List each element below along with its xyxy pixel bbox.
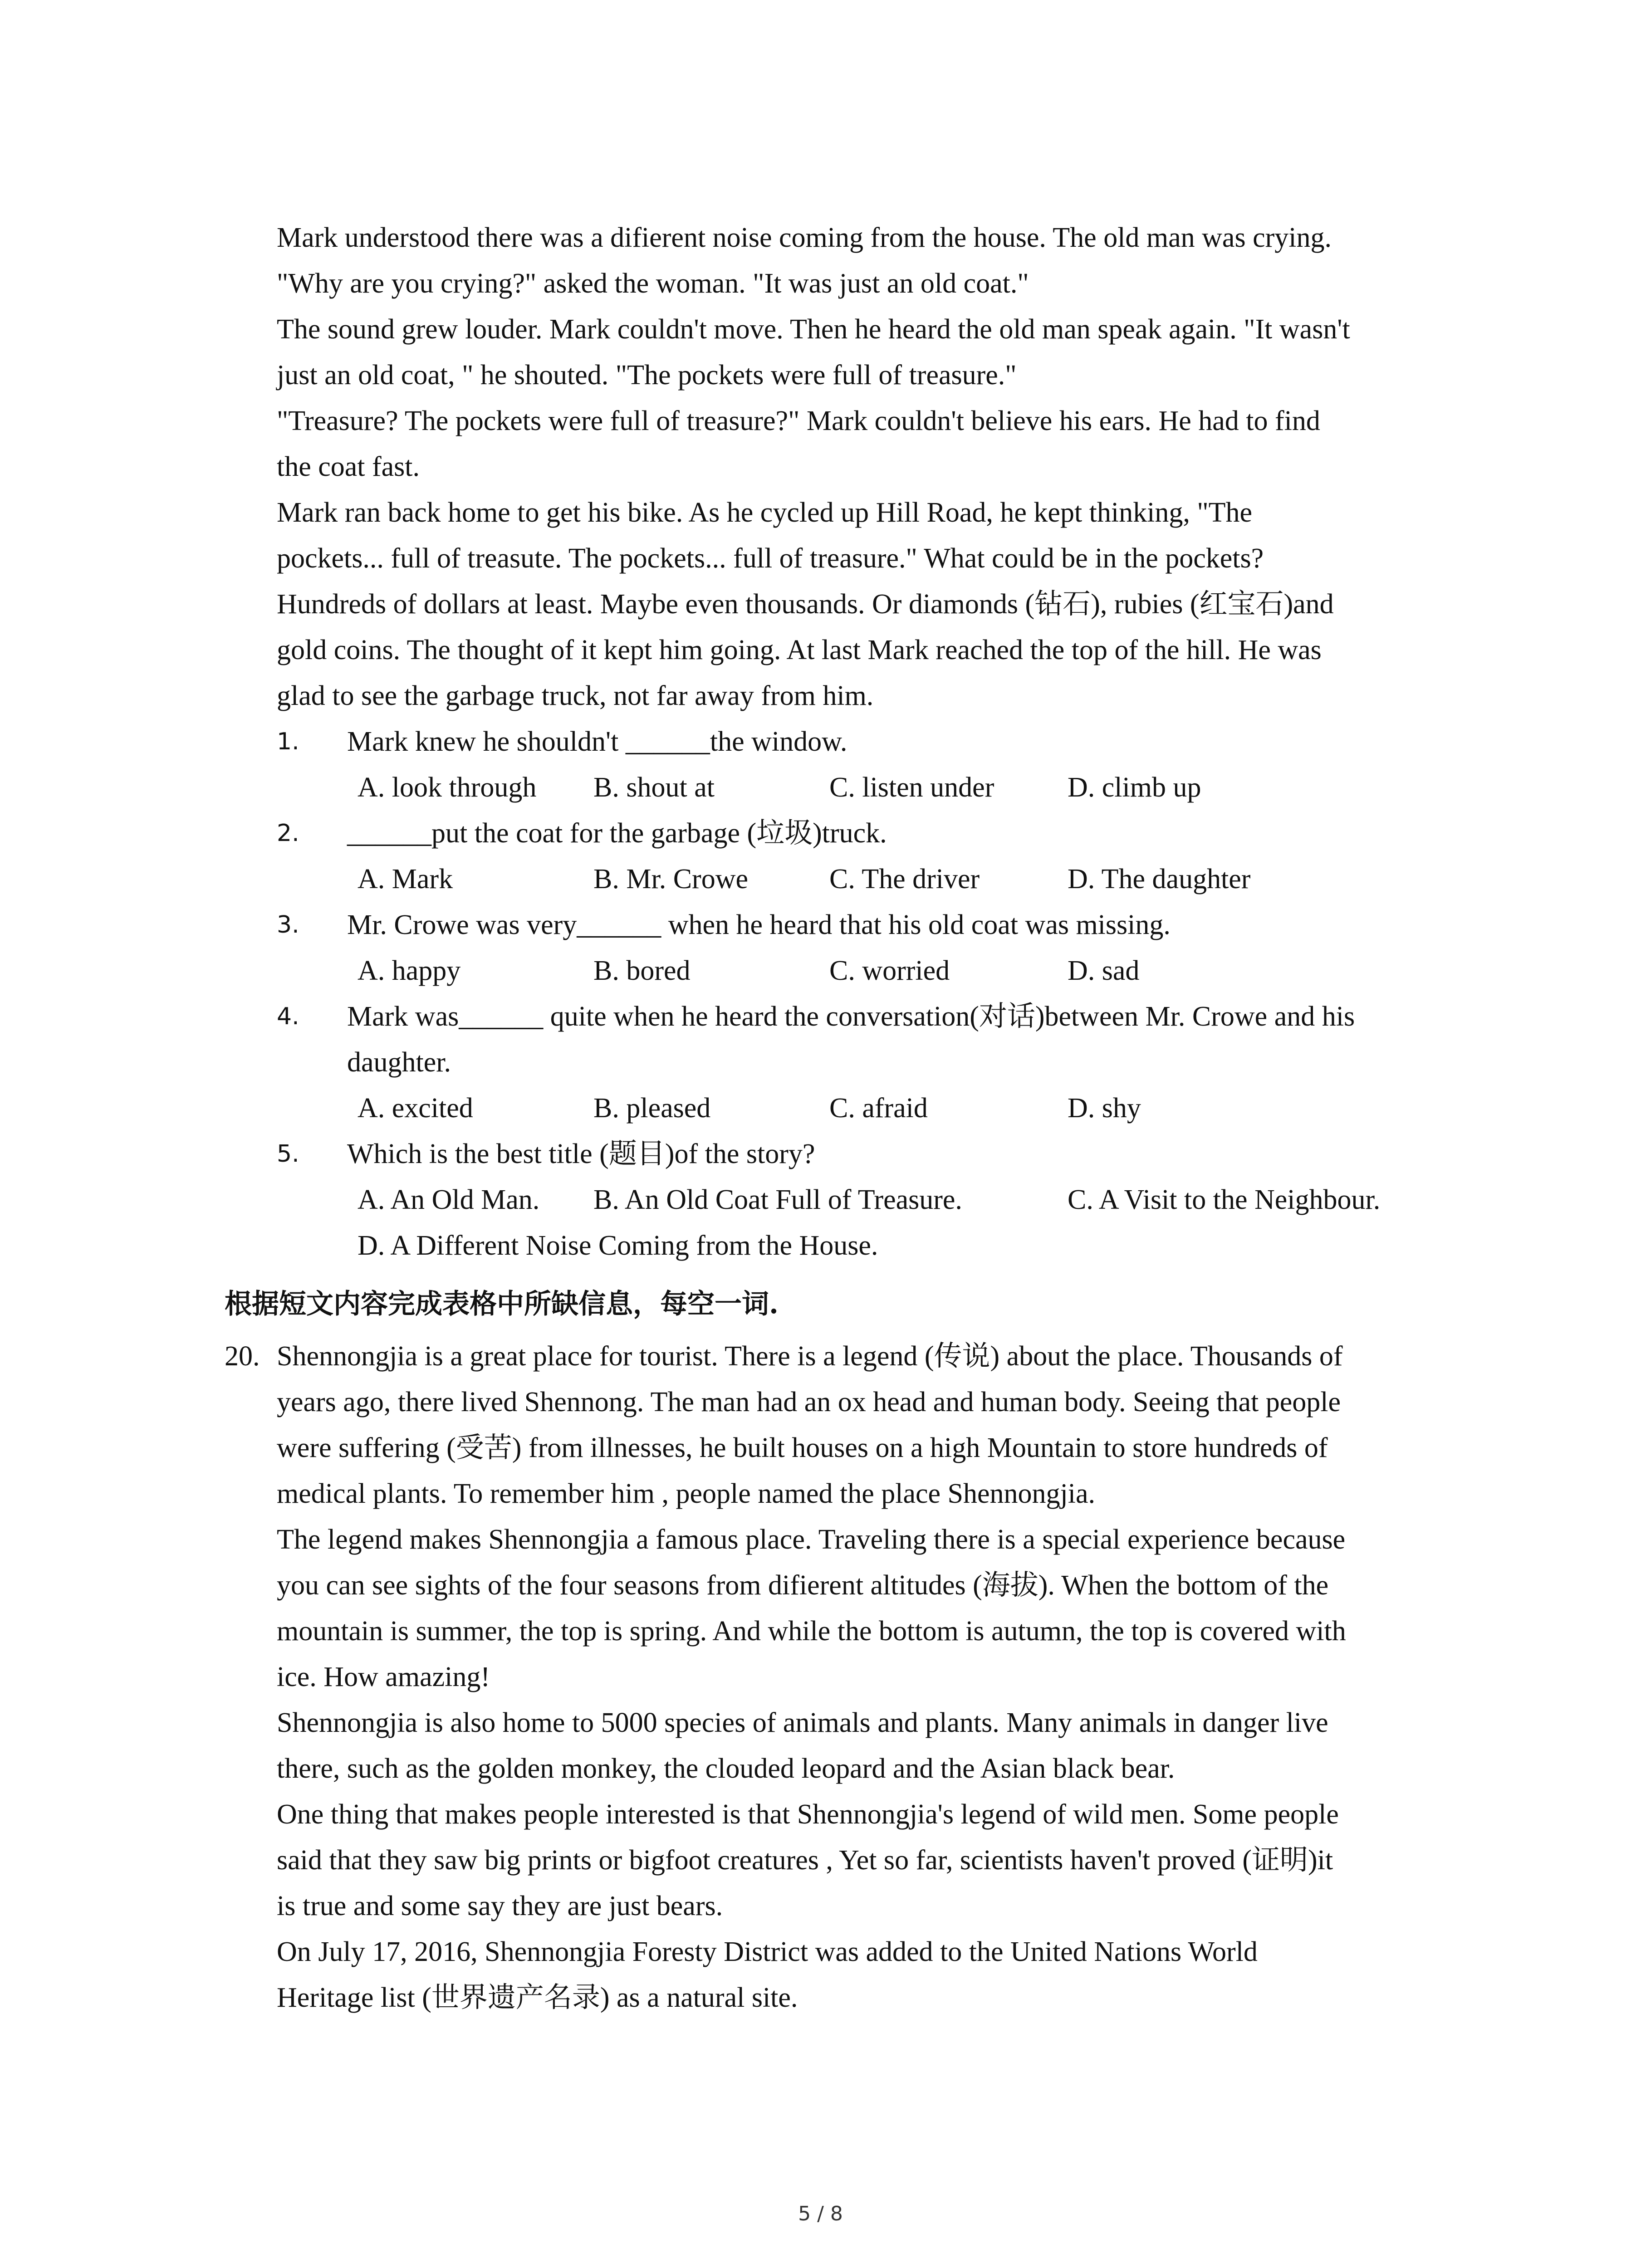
option-d: D. climb up [1068,772,1201,803]
options-row [358,1177,1502,1223]
page-number: 5 / 8 [798,2202,843,2225]
option-d: D. The daughter [1068,864,1251,894]
option-b: B. pleased [593,1093,711,1124]
passage-line: The legend makes Shennongjia a famous place. Traveling there is a special experience because [277,1524,1346,1555]
option-c: C. worried [829,955,950,986]
question-number: 3. [277,911,299,938]
passage-line: is true and some say they are just bears. [277,1891,723,1921]
passage-line: On July 17, 2016, Shennongjia Foresty District was added to the United Nations World [277,1936,1258,1967]
question-text: Mr. Crowe was very______ when he heard that his old coat was missing. [347,909,1171,940]
passage-line: gold coins. The thought of it kept him going. At last Mark reached the top of the hill. He was [277,635,1322,665]
passage-line: pockets... full of treasute. The pockets... full of treasure." What could be in the pockets? [277,543,1264,574]
passage-line: ice. How amazing! [277,1662,490,1692]
option-a: A. happy [358,955,461,986]
passage-line: Mark understood there was a difierent noise coming from the house. The old man was crying. [277,222,1332,253]
passage-line: "Why are you crying?" asked the woman. "It was just an old coat." [277,268,1029,299]
passage-line: One thing that makes people interested is that Shennongjia's legend of wild men. Some people [277,1799,1339,1830]
option-d: D. sad [1068,955,1140,986]
question-text-continued: daughter. [347,1047,451,1078]
option-a: A. An Old Man. [358,1184,540,1215]
options-row [358,856,1502,902]
passage-line: Mark ran back home to get his bike. As he cycled up Hill Road, he kept thinking, "The [277,497,1253,528]
options-row [358,948,1502,994]
passage-line: years ago, there lived Shennong. The man had an ox head and human body. Seeing that people [277,1387,1341,1418]
option-c: C. afraid [829,1093,928,1124]
question-number: 5. [277,1140,299,1168]
passage-top [277,215,1456,719]
question-text: Mark knew he shouldn't ______the window. [347,726,847,757]
option-a: A. Mark [358,864,453,894]
options-row [358,1085,1502,1131]
passage-line: Shennongjia is a great place for tourist. There is a legend (传说) about the place. Thousands of [277,1341,1343,1372]
passage-line: the coat fast. [277,451,420,482]
question-text: Mark was______ quite when he heard the conversation(对话)between Mr. Crowe and his [347,1001,1355,1032]
option-c: C. The driver [829,864,980,894]
question-number: 20. [225,1341,260,1372]
question-2 [277,811,1502,902]
option-d: D. shy [1068,1093,1141,1124]
option-b: B. shout at [593,772,715,803]
passage-line: there, such as the golden monkey, the clouded leopard and the Asian black bear. [277,1753,1175,1784]
options-row [358,1223,1502,1269]
passage-line: just an old coat, " he shouted. "The pockets were full of treasure." [277,360,1017,391]
option-b: B. Mr. Crowe [593,864,748,894]
section-heading: 根据短文内容完成表格中所缺信息，每空一词. [225,1288,779,1320]
passage-line: Shennongjia is also home to 5000 species of animals and plants. Many animals in danger live [277,1707,1328,1738]
option-c: C. listen under [829,772,994,803]
passage-line: "Treasure? The pockets were full of treasure?" Mark couldn't believe his ears. He had to find [277,406,1320,436]
question-number: 4. [277,1003,299,1030]
passage-line: Hundreds of dollars at least. Maybe even thousands. Or diamonds (钻石), rubies (红宝石)and [277,589,1334,620]
option-b: B. An Old Coat Full of Treasure. [593,1184,962,1215]
option-d: D. A Different Noise Coming from the House. [358,1230,878,1261]
passage-line: you can see sights of the four seasons from difierent altitudes (海拔). When the bottom of the [277,1570,1329,1601]
question-number: 1. [277,728,299,755]
option-b: B. bored [593,955,691,986]
passage-line: said that they saw big prints or bigfoot creatures , Yet so far, scientists haven't proved (证明)it [277,1845,1333,1876]
passage-line: The sound grew louder. Mark couldn't move. Then he heard the old man speak again. "It wasn't [277,314,1350,345]
question-1 [277,719,1502,811]
option-a: A. look through [358,772,537,803]
question-text: ______put the coat for the garbage (垃圾)truck. [347,818,887,849]
passage-line: Heritage list (世界遗产名录) as a natural site. [277,1982,798,2013]
option-c: C. A Visit to the Neighbour. [1068,1184,1381,1215]
options-row [358,765,1502,811]
question-number: 2. [277,820,299,847]
question-5 [277,1131,1502,1269]
passage-line: were suffering (受苦) from illnesses, he built houses on a high Mountain to store hundreds of [277,1432,1328,1463]
passage-line: medical plants. To remember him , people named the place Shennongjia. [277,1478,1096,1509]
question-3 [277,902,1502,994]
question-text: Which is the best title (题目)of the story? [347,1139,815,1169]
option-a: A. excited [358,1093,473,1124]
passage-20 [277,1334,1456,2021]
question-4 [277,994,1502,1131]
passage-line: glad to see the garbage truck, not far away from him. [277,680,874,711]
passage-line: mountain is summer, the top is spring. And while the bottom is autumn, the top is covered with [277,1616,1346,1647]
